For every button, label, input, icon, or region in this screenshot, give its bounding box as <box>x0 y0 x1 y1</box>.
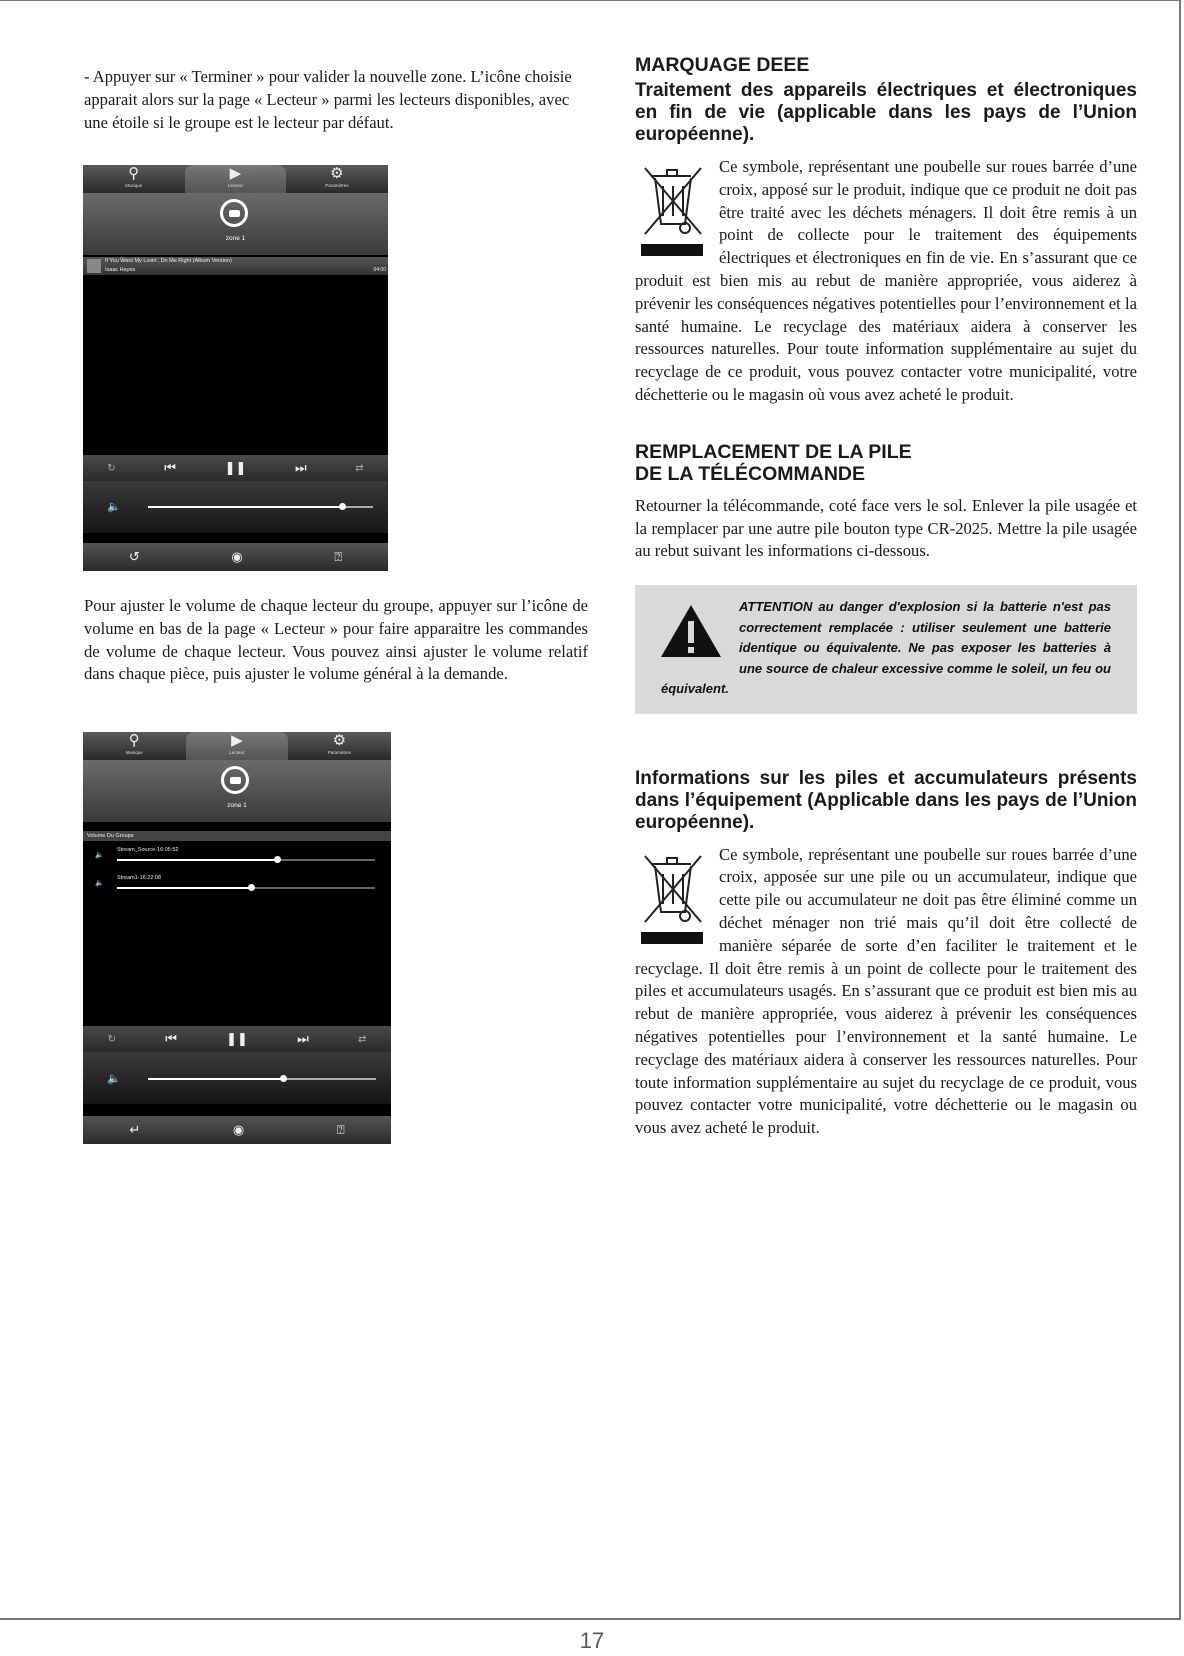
player-name: Stream_Source-16:05:52 <box>117 847 179 853</box>
shuffle-icon[interactable]: ⇄ <box>355 462 364 474</box>
previous-icon[interactable]: ⏮ <box>164 460 176 475</box>
volume-bar <box>83 1052 391 1104</box>
paragraph-weee: Ce symbole, représentant une poubelle sur roues barrée d’une croix, apposé sur le produit, indique que ce produit ne doit pas être traité avec les déchets ménagers. Il doit être remis à un point de collecte pour le traitement des équipements électriques et électroniques en fin de vie. En s’assurant que ce produit est bien mis au rebut de manière appropriée, vous aiderez à prévenir les conséquences négatives potentielles pour l’environnement et la santé humaine. Le recyclage des matériaux aidera à conserver les ressources naturelles. Pour toute information supplémentaire au sujet du recyclage de ce produit, vous pouvez contacter votre municipalité, votre déchetterie ou le magasin où vous avez acheté le produit. <box>635 157 1137 404</box>
player-volume-row <box>83 844 391 870</box>
tab-music[interactable]: ⚲ Musique <box>83 732 186 760</box>
subheading-weee: Traitement des appareils électriques et électroniques en fin de vie (applicable dans les pays de l’Union européenne). <box>635 80 1137 145</box>
home-icon[interactable]: ◉ <box>232 1122 245 1137</box>
playback-controls <box>83 455 388 481</box>
volume-icon[interactable]: 🔈 <box>107 1073 121 1085</box>
tab-music[interactable]: ⚲ Musique <box>83 165 185 193</box>
weee-bin-icon <box>641 846 705 946</box>
track-artist: Isaac Hayes <box>105 267 136 273</box>
left-column-2 <box>84 595 588 686</box>
heading-weee: MARQUAGE DEEE <box>635 54 810 76</box>
next-icon[interactable]: ⏭ <box>294 460 307 475</box>
track-time: 04:00 <box>373 267 386 273</box>
playback-controls <box>83 1026 391 1052</box>
shuffle-icon[interactable]: ⇄ <box>358 1033 367 1045</box>
zone-icon[interactable] <box>221 766 249 794</box>
warning-text: ATTENTION au danger d'explosion si la batterie n'est pas correctement remplacée : utiliser seulement une batterie identique ou équivalente. Ne pas exposer les batteries à une source de chaleur excessive comme le soleil, un feu ou équivalent. <box>661 599 1111 697</box>
zone-icon[interactable] <box>220 199 248 227</box>
left-column <box>84 66 588 134</box>
repeat-icon[interactable]: ↻ <box>107 1033 116 1045</box>
album-art <box>87 259 101 273</box>
volume-icon[interactable]: 🔈 <box>107 501 121 513</box>
speaker-icon: 🔈 <box>95 880 104 887</box>
volume-bar <box>83 481 388 533</box>
weee-bin-icon <box>641 158 705 258</box>
zone-name: zone 1 <box>227 802 247 809</box>
track-title: If You Want My Lovin', Do Me Right (Album Version) <box>105 258 232 264</box>
tab-player[interactable]: ▶ Lecteur <box>186 732 289 760</box>
home-icon[interactable]: ◉ <box>231 549 243 564</box>
gear-icon: ⚙ <box>330 165 344 182</box>
player-volume-slider[interactable] <box>117 887 375 889</box>
tab-player[interactable]: ▶ Lecteur <box>185 165 287 193</box>
heading-batteries-info: Informations sur les piles et accumulateurs présents dans l’équipement (Applicable dans les pays de l’Union européenne). <box>635 767 1137 833</box>
help-icon[interactable]: ⍰ <box>336 1122 345 1137</box>
speaker-icon: 🔈 <box>95 852 104 859</box>
gear-icon: ⚙ <box>332 732 347 749</box>
zone-header <box>83 760 391 822</box>
return-icon[interactable]: ↵ <box>129 1122 141 1137</box>
zone-name: zone 1 <box>225 235 246 242</box>
right-column <box>635 54 1137 1140</box>
tab-settings[interactable]: ⚙ Paramètres <box>288 732 391 760</box>
next-icon[interactable]: ⏭ <box>297 1031 309 1046</box>
previous-icon[interactable]: ⏮ <box>165 1031 177 1046</box>
now-playing-bar[interactable] <box>83 257 388 275</box>
search-icon: ⚲ <box>128 732 140 749</box>
paragraph-volume-adjust: Pour ajuster le volume de chaque lecteur du groupe, appuyer sur l’icône de volume en bas de la page « Lecteur » pour faire apparaitre les commandes de volume de chaque lecteur. Vous pouvez ainsi ajuster le volume relatif dans chaque pièce, puis ajuster le volume général à la demande. <box>84 596 588 684</box>
bottom-nav <box>83 1116 391 1144</box>
help-icon[interactable]: ⍰ <box>334 549 343 564</box>
heading-battery-line1: REMPLACEMENT DE LA PILE <box>635 440 912 463</box>
back-icon[interactable]: ↺ <box>128 549 140 564</box>
paragraph-batteries: Ce symbole, représentant une poubelle sur roues barrée d’une croix, apposée sur une pile ou un accumulateur, indique que cette pile ou accumulateur ne doit pas être éliminé comme un déchet ménager non trié mais qu’il doit être collecté de manière séparée de sorte d’en faciliter le traitement et le recyclage. Il doit être remis à un point de collecte pour le traitement des piles et accumulateurs usagés. En s’assurant que ce produit est bien mis au rebut de manière appropriée, vous aiderez à prévenir les conséquences négatives potentielles pour l’environnement et la santé humaine. Le recyclage des matériaux aidera à conserver les ressources naturelles. Pour toute information supplémentaire au sujet du recyclage de ce produit, vous pouvez contacter votre municipalité, votre déchetterie ou le magasin ou vous avez acheté le produit. <box>635 844 1137 1138</box>
app-screenshot-group-volume <box>83 732 391 1144</box>
app-screenshot-player <box>83 165 388 571</box>
pause-icon[interactable]: ❚❚ <box>224 460 247 475</box>
zone-header <box>83 193 388 255</box>
paragraph-finish-zone: - Appuyer sur « Terminer » pour valider la nouvelle zone. L’icône choisie apparait alors sur la page « Lecteur » parmi les lecteurs disponibles, avec une étoile si le groupe est le lecteur par défaut. <box>84 67 572 132</box>
paragraph-battery-replace: Retourner la télécommande, coté face vers le sol. Enlever la pile usagée et la remplacer par une autre pile bouton type CR-2025. Mettre la pile usagée au rebut suivant les informations ci-dessous. <box>635 495 1137 561</box>
player-volume-slider[interactable] <box>117 859 375 861</box>
tab-settings[interactable]: ⚙ Paramètres <box>286 165 388 193</box>
tab-bar <box>83 165 388 193</box>
player-name: Stream1-16:22:08 <box>117 875 162 881</box>
tab-bar <box>83 732 391 760</box>
warning-box <box>635 585 1137 714</box>
play-circle-icon: ▶ <box>231 732 243 749</box>
bottom-nav <box>83 543 388 571</box>
search-icon: ⚲ <box>128 165 140 182</box>
volume-slider[interactable] <box>148 506 373 508</box>
player-volume-row <box>83 872 391 898</box>
play-circle-icon: ▶ <box>229 165 242 182</box>
volume-slider[interactable] <box>148 1078 376 1080</box>
pause-icon[interactable]: ❚❚ <box>226 1031 248 1046</box>
warning-icon <box>659 603 723 659</box>
page-number: 17 <box>579 1628 605 1653</box>
heading-battery-line2: DE LA TÉLÉCOMMANDE <box>635 462 866 485</box>
group-volume-header: Volume Du Groupe <box>83 831 391 841</box>
repeat-icon[interactable]: ↻ <box>107 462 116 474</box>
